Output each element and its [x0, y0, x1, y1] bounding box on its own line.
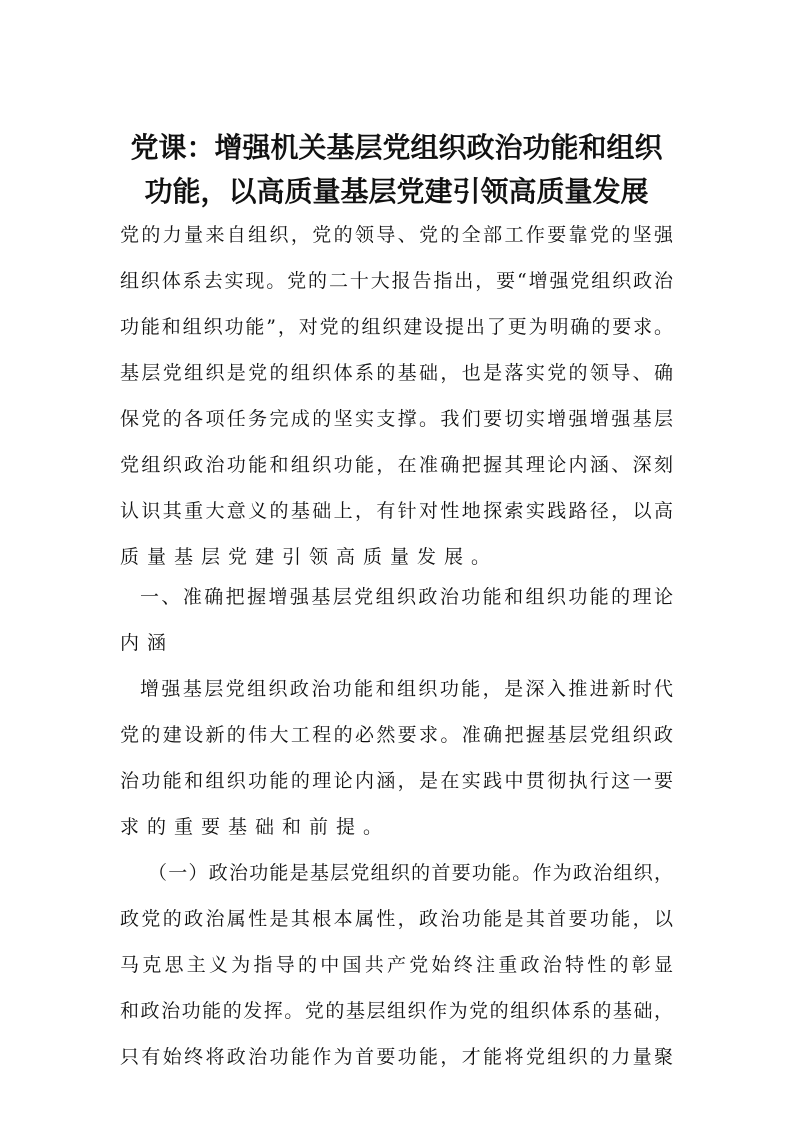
- text-line: 党的力量来自组织，党的领导、党的全部工作要靠党的坚强: [120, 224, 673, 246]
- text-line: 增强基层党组织政治功能和组织功能，是深入推进新时代: [140, 678, 673, 700]
- text-line: 政党的政治属性是其根本属性，政治功能是其首要功能，以: [120, 908, 673, 930]
- section-heading-line: 内涵: [120, 632, 175, 654]
- text-line: 保党的各项任务完成的坚实支撑。我们要切实增强增强基层: [120, 408, 673, 430]
- text-line: 马克思主义为指导的中国共产党始终注重政治特性的彰显: [120, 954, 673, 976]
- text-line: 认识其重大意义的基础上，有针对性地探索实践路径，以高: [120, 500, 673, 522]
- text-line: 和政治功能的发挥。党的基层组织作为党的组织体系的基础，: [120, 1000, 673, 1022]
- text-line: 基层党组织是党的组织体系的基础，也是落实党的领导、确: [120, 362, 673, 384]
- text-line: 党组织政治功能和组织功能，在准确把握其理论内涵、深刻: [120, 454, 673, 476]
- text-line: 质量基层党建引领高质量发展。: [120, 546, 499, 568]
- text-line: 党的建设新的伟大工程的必然要求。准确把握基层党组织政: [120, 724, 673, 746]
- text-line: 只有始终将政治功能作为首要功能，才能将党组织的力量聚: [120, 1046, 673, 1068]
- text-line: 求的重要基础和前提。: [120, 816, 391, 838]
- title-line-1: 党课：增强机关基层党组织政治功能和组织: [130, 131, 663, 164]
- text-line: 组织体系去实现。党的二十大报告指出，要“增强党组织政治: [120, 270, 673, 292]
- text-line: 治功能和组织功能的理论内涵，是在实践中贯彻执行这一要: [120, 770, 673, 792]
- section-heading-line: 一、准确把握增强基层党组织政治功能和组织功能的理论: [140, 586, 673, 608]
- text-line: 功能和组织功能”，对党的组织建设提出了更为明确的要求。: [120, 316, 673, 338]
- subsection-line: （一）政治功能是基层党组织的首要功能。作为政治组织，: [148, 862, 673, 884]
- title-line-2: 功能，以高质量基层党建引领高质量发展: [144, 175, 649, 208]
